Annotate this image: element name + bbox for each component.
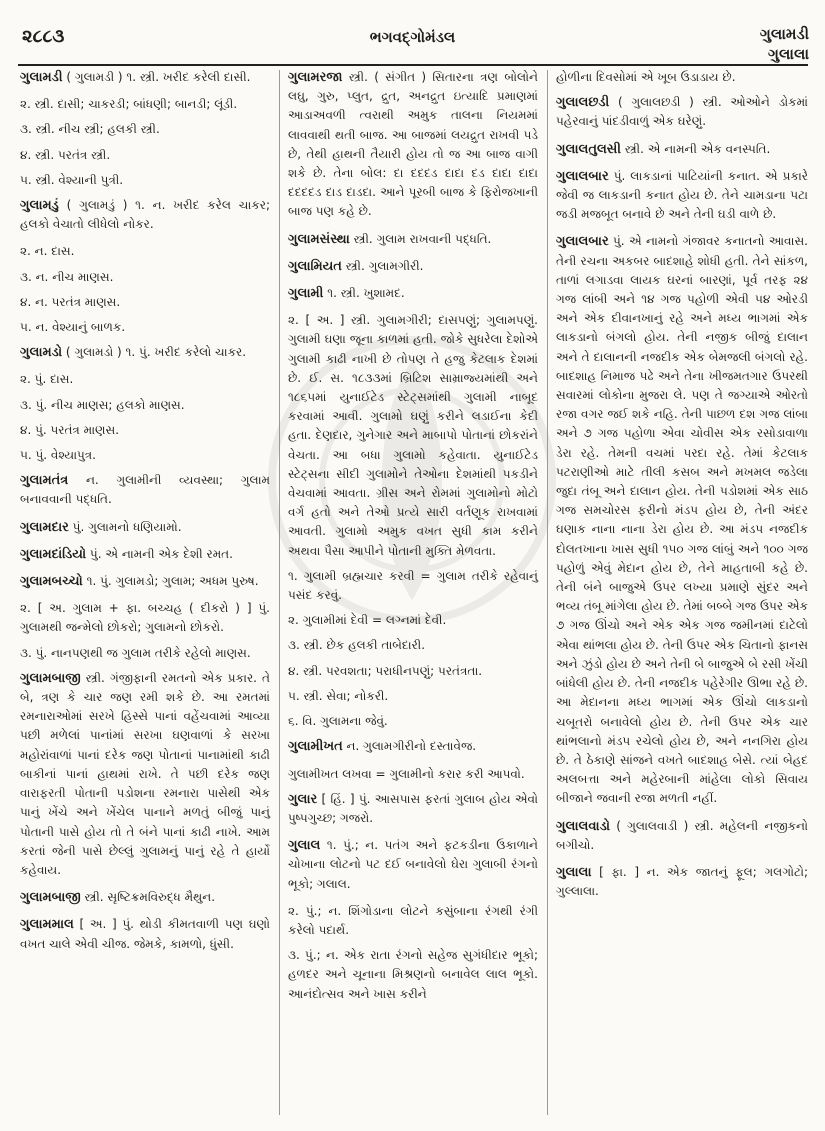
entry-sense xyxy=(288,636,538,655)
entry-sense xyxy=(20,95,270,114)
definition-text: ૪. સ્ત્રી. પરતંત્ર સ્ત્રી. xyxy=(20,147,111,162)
dictionary-entry xyxy=(20,518,270,537)
definition-text: ૧. સ્ત્રી. ખુશામદ. xyxy=(323,286,405,301)
definition-text: ૬. વિ. ગુલામના જેવું. xyxy=(288,714,388,729)
headword: ગુલાલબાર xyxy=(556,234,609,250)
definition-text: ( ગુલાલવાડી ) સ્ત્રી. મહેલની નજીકનો બગીચો. xyxy=(556,818,808,852)
dictionary-entry xyxy=(288,284,538,303)
entry-sense xyxy=(288,687,538,706)
definition-text: પું. એ નામની એક દેશી રમત. xyxy=(86,546,233,561)
headword: ગુલામડો xyxy=(20,345,63,361)
column-3 xyxy=(556,68,808,909)
entry-sense xyxy=(20,446,270,465)
definition-text: [ ફા. ] ન. એક જાતનું ફૂલ; ગલગોટો; ગુલ્લાલા. xyxy=(556,864,808,899)
definition-text: ૨. ન. દાસ. xyxy=(20,244,75,259)
guide-word-last: ગુલાલા xyxy=(768,45,809,63)
definition-text: ૩. પું.; ન. એક રાતા રંગનો સહેજ સુગંધીદાર ભૂકો; હળદર અને ચૂનાના મિશ્રણનો બનાવેલ લાલ ભૂકો. આનંદોત્સવ અને ખાસ કરીને xyxy=(288,948,538,1001)
headword: ગુલામબાજી xyxy=(20,890,81,906)
dictionary-entry xyxy=(20,471,270,509)
column-1 xyxy=(20,68,270,962)
entry-sense xyxy=(20,318,270,337)
dictionary-entry xyxy=(288,836,538,894)
headword: ગુલામીખત xyxy=(288,739,343,755)
definition-text: ૩. સ્ત્રી. નીચ સ્ત્રી; હલકી સ્ત્રી. xyxy=(20,122,160,137)
dictionary-entry xyxy=(20,888,270,907)
definition-text: સ્ત્રી. ગુલામગીરી. xyxy=(341,258,424,273)
definition-text: પું. લાકડાનાં પાટિયાંની કનાત. એ પ્રકારે જેવી જ લાકડાની કનાત હોય છે. તેને ચામડાના પટા જડી મજબૂત બનાવે છે અને તેની ઘડી વાળે છે. xyxy=(556,168,808,222)
definition-text: સ્ત્રી. સૃષ્ટિક્રમવિરુદ્ધ મૈથુન. xyxy=(80,890,216,905)
definition-text: પું. એ નામનો ગંજાવર કનાતનો આવાસ. તેની રચના અકબર બાદશાહે શોધી હતી. તેને સાંકળ, તાળાં લગાડવા લાયક ઘરનાં બારણાં, પૂર્વ તરફ ૨૪ ગજ લાંબી અને ૧૪ ગજ પહોળી એવી ૫૪ ઓરડી અને એક દીવાનખાનું રહે અને મધ્ય ભાગમાં એક લાકડાનો બંગલો હોય. તેની નજીક બીજું દાલાન અને તે દાલાનની નજદીક એક બેમજલી બંગલો રહે. બાદશાહ નિમાજ પઢે અને તેના ખીજમતગાર ઉપરથી સવારમાં લોકોના મુજરા લે. પણ તે જગ્યાએ ઓરતો રજા વગર જઈ શકે નહિ. તેની પાછળ દશ ગજ લાંબા અને ૭ ગજ પહોળા એવા ચોવીસ એક રસોડાવાળા ડેરા રહે. તેમની વચમાં પરદા રહે. તેમાં કેટલાક પટરાણીઓ માટે તીલી કસબ અને મખમલ જડેલા જુદા તંબૂ અને દાલાન હોય. તેની પડોશમાં એક સાઠ ગજ સમચોરસ ફરીનો મંડપ હોય છે, તેની અંદર ઘણાક નાના નાના ડેરા હોય છે. આ મંડપ નજદીક દોલતખાના ખાસ સુધી ૧૫૦ ગજ લાંબું અને ૧૦૦ ગજ પહોળું એવું મેદાન હોય છે, તેને માહતાબી કહે છે. તેની બંને બાજુએ ઉપર લખ્યા પ્રમાણે સુંદર અને ભવ્ય તંબૂ માંગેલા હોય છે. તેમાં બબ્બે ગજ ઉપર એક ૭ ગજ ઊંચો અને એક એક ગજ જમીનમાં દાટેલો એવા થાંભલા હોય છે. તેની ઉપર એક ચિતાનો ફાનસ અને ઝુંડો હોય છે અને તેની બે બાજુએ બે રસી ખેંચી બાંધેલી હોય છે. તેની નજદીક પહેરેગીર ઊભા રહે છે. આ મેદાનના મધ્ય ભાગમાં એક ઊંચો લાકડાનો ચબૂતરો બનાવેલો હોય છે. તેની ઉપર એક ચાર થાંભલાનો મંડપ રચેલો હોય છે, અને નનગિરા હોય છે. તે ઠેકાણે સાંજને વખતે બાદશાહ બેસે. ત્યાં બેહદ અલબત્તા અને મહેરબાની માંહેલા લોકો સિવાય બીજાને જવાની રજા મળતી નહીં. xyxy=(556,234,808,806)
headword: ગુલામી xyxy=(288,286,324,302)
definition-text: સ્ત્રી. ગંજીફાની રમતનો એક પ્રકાર. તે બે, ત્રણ કે ચાર જણ રમી શકે છે. આ રમતમાં રમનારાઓમાં સરખે હિસ્સે પાનાં વહેંચવામાં આવ્યા પછી મળેલાં પાનાંમાં સરખા ઘણવાળાં કે સરખા મહોરાંવાળાં પાનાં દરેક જણ પોતાનાં પાનામાંથી કાઢી બાકીનાં પાનાં હાથમાં રાખે. તે પછી દરેક જણ વારાફરતી પોતાની પડોશના રમનારા પાસેથી એક પાનું ખેંચે અને ખેંચેલ પાનાને મળતું બીજું પાનું પોતાની પાસે હોય તો તે બંને પાનાં કાઢી નાખે. આમ કરતાં જેની પાસે છેલ્લું ગુલામનું પાનું રહે તે હાર્યો કહેવાય. xyxy=(20,670,270,877)
entry-sense xyxy=(20,242,270,261)
headword: ગુલાલ xyxy=(288,838,321,854)
guide-word-first: ગુલામડી xyxy=(759,25,809,43)
entry-sense xyxy=(20,120,270,139)
dictionary-entry xyxy=(288,230,538,249)
dictionary-entry xyxy=(556,863,808,901)
dictionary-entry xyxy=(20,68,270,87)
definition-text: ન. ગુલામગીરીનો દસ્તાવેજ. xyxy=(342,739,477,754)
definition-text: ૩. પું. નાનપણથી જ ગુલામ તરીકે રહેલો માણસ. xyxy=(20,645,251,660)
entry-sense xyxy=(288,311,538,561)
entry-sense xyxy=(20,396,270,415)
entry-sense xyxy=(556,68,808,87)
entry-sense xyxy=(288,567,538,605)
headword: ગુલામિયત xyxy=(288,258,342,274)
entry-sense xyxy=(20,268,270,287)
dictionary-entry xyxy=(20,915,270,953)
column-divider xyxy=(279,70,280,1115)
dictionary-entry xyxy=(20,545,270,564)
definition-text: ૧. પું. ગુલામડો; ગુલામ; અધમ પુરુષ. xyxy=(82,574,259,589)
entry-sense xyxy=(288,611,538,630)
entry-sense xyxy=(20,644,270,663)
dictionary-entry xyxy=(556,232,808,808)
definition-text: ૨. પું. દાસ. xyxy=(20,372,74,387)
dictionary-entry xyxy=(20,196,270,234)
column-2 xyxy=(288,68,538,1010)
definition-text: ૩. પું. નીચ માણસ; હલકો માણસ. xyxy=(20,397,185,412)
entry-sense xyxy=(288,765,538,784)
definition-text: ૨. પું.; ન. શિંગોડાના લોટને કસુંબાના રંગથી રંગી કરેલો પદાર્થ. xyxy=(288,903,538,937)
entry-sense xyxy=(288,662,538,681)
headword: ગુલાલવાડો xyxy=(556,818,611,834)
definition-text: ૩. ન. નીચ માણસ. xyxy=(20,269,114,284)
definition-text: ૪. સ્ત્રી. પરવશતા; પરાધીનપણું; પરતંત્રતા. xyxy=(288,663,483,678)
headword: ગુલામમાલ xyxy=(20,917,74,933)
dictionary-entry xyxy=(288,790,538,828)
headword: ગુલાલતુલસી xyxy=(556,141,622,157)
definition-text: ૫. સ્ત્રી. વેશ્યાની પુત્રી. xyxy=(20,172,124,187)
definition-text: ૨. [ અ. ગુલામ + ફા. બચ્ચહ ( દીકરો ) ] પું. ગુલામથી જન્મેલો છોકરો; ગુલામનો છોકરો. xyxy=(20,601,270,635)
dictionary-entry xyxy=(288,68,538,222)
definition-text: ( ગુલામડો ) ૧. પું. ખરીદ કરેલો ચાકર. xyxy=(62,345,247,360)
definition-text: ૧. ગુલામી બ્રહ્મચાર કરવી = ગુલામ તરીકે રહેવાનું પસંદ કરવું. xyxy=(288,568,538,603)
definition-text: સ્ત્રી. એ નામની એક વનસ્પતિ. xyxy=(621,141,771,156)
dictionary-entry xyxy=(556,140,808,159)
definition-text: ૫. ન. વેશ્યાનું બાળક. xyxy=(20,320,126,335)
headword: ગુલામડી xyxy=(20,70,63,85)
definition-text: ૫. સ્ત્રી. સેવા; નોકરી. xyxy=(288,688,389,703)
headword: ગુલામદાર xyxy=(20,519,69,535)
headword: ગુલાલછડી xyxy=(556,95,610,111)
entry-sense xyxy=(20,146,270,165)
guide-words xyxy=(760,24,809,64)
definition-text: સ્ત્રી. ( સંગીત ) સિતારના ત્રણ બોલોને લઘુ, ગુરુ, પ્લુત, દ્રુત, અનદ્રુત ઇત્યાદિ પ્રમાણમાં આડાઅવળી ત્વરાથી અમુક તાલના નિયમમાં લાવવાથી થતી બાજ. આ બાજમાં લયદ્રુત રાખવી પડે છે, તેથી હાથની તૈયારી હોય તો જ આ બાજ વાગી શકે છે. તેના બોલ: દા દદદડ દાદા દડ દાદા દાદા દદદદડ દાડ દાડદા. આને પૂરબી બાજ કે ફિરોજખાની બાજ પણ કહે છે. xyxy=(288,70,538,219)
headword: ગુલામડું xyxy=(20,198,59,214)
headword: ગુલામબચ્ચો xyxy=(20,574,83,590)
headword: ગુલાલા xyxy=(556,864,592,880)
headword: ગુલામબાજી xyxy=(20,670,81,686)
definition-text: ૨. સ્ત્રી. દાસી; ચાકરડી; બાંધણી; બાનડી; લૂંડી. xyxy=(20,97,238,112)
running-title: ભગવદ્ગોમંડલ xyxy=(369,28,456,46)
headword: ગુલામરજા xyxy=(288,70,343,85)
headword: ગુલાર xyxy=(288,791,318,807)
dictionary-entry xyxy=(556,817,808,855)
definition-text: ૫. પું. વેશ્યાપુત્ર. xyxy=(20,448,97,463)
entry-sense xyxy=(20,293,270,312)
definition-text: સ્ત્રી. ગુલામ રાખવાની પદ્ધતિ. xyxy=(349,231,492,246)
dictionary-entry xyxy=(288,257,538,276)
definition-text: પું. ગુલામનો ધણિયામો. xyxy=(68,519,182,534)
entry-sense xyxy=(20,599,270,637)
definition-text: ( ગુલાલછડી ) સ્ત્રી. ઓઓને ડોકમાં પહેરવાનું પાંદડીવાળું એક ઘરેણું. xyxy=(556,95,808,129)
entry-sense xyxy=(20,421,270,440)
definition-text: [ અ. ] પું. થોડી કીમતવાળી પણ ઘણો વખત ચાલે એવી ચીજ. જેમકે, કામળો, ધુંસી. xyxy=(20,917,270,951)
definition-text: ૪. પું. પરતંત્ર માણસ. xyxy=(20,422,120,437)
entry-sense xyxy=(20,171,270,190)
dictionary-entry xyxy=(20,572,270,591)
dictionary-entry xyxy=(20,343,270,362)
definition-text: ( ગુલામડી ) ૧. સ્ત્રી. ખરીદ કરેલી દાસી. xyxy=(62,70,251,84)
headword: ગુલામસંસ્થા xyxy=(288,231,350,247)
headword: ગુલામતંત્ર xyxy=(20,473,69,489)
entry-sense xyxy=(288,712,538,731)
column-divider xyxy=(547,70,548,1115)
headword: ગુલામદાંડિયો xyxy=(20,546,87,562)
dictionary-entry xyxy=(288,737,538,756)
page-number: ૨૮૮૩ xyxy=(22,26,65,47)
definition-text: ૨. ગુલામીમાં દેવી = લગ્નમાં દેવી. xyxy=(288,613,447,628)
definition-text: ગુલામીખત લખવા = ગુલામીનો કરાર કરી આપવો. xyxy=(288,766,525,781)
definition-text: હોળીના દિવસોમાં એ ખૂબ ઉડાડાય છે. xyxy=(556,70,736,84)
definition-text: ૧. પું.; ન. પતંગ અને ફટકડીના ઉકાળાને ચોખાના લોટનો પટ દઈ બનાવેલો ઘેરા ગુલાબી રંગનો ભૂકો; ગલાલ. xyxy=(288,838,538,891)
definition-text: ૨. [ અ. ] સ્ત્રી. ગુલામગીરી; દાસપણું; ગુલામપણું. ગુલામી ઘણા જૂના કાળમાં હતી. જોકે સુધરેલા દેશોએ ગુલામી કાઢી નાખી છે તોપણ તે હજુ કેટલાક દેશમાં છે. ઈ. સ. ૧૮૩૩માં બ્રિટિશ સામ્રાજ્યમાંથી અને ૧૮૬૫માં યુનાઈટેડ સ્ટેટ્સમાંથી ગુલામી નાબૂદ કરવામાં આવી. ગુલામો ઘણું કરીને લડાઈના કેદી હતા. દેણદાર, ગુનેગાર અને માબાપો પોતાનાં છોકરાંને વેચતા. આ બધા ગુલામો કહેવાતા. યુનાઈટેડ સ્ટેટ્સના સીદી ગુલામોને તેઓના દેશમાંથી પકડીને વેચવામાં આવતા. ગ્રીસ અને રોમમાં ગુલામોનો મોટો વર્ગ હતો અને તેઓ પ્રત્યે સારી વર્તણૂક રાખવામાં આવતી. ગુલામો અમુક વખત સુધી કામ કરીને અથવા પૈસા આપીને પોતાની મુક્તિ મેળવતા. xyxy=(288,313,538,558)
dictionary-entry xyxy=(20,669,270,880)
header-rule xyxy=(18,64,808,66)
dictionary-entry xyxy=(556,93,808,131)
definition-text: ન. ગુલામીની વ્યવસ્થા; ગુલામ બનાવવાની પદ્ધતિ. xyxy=(20,473,270,507)
page-header xyxy=(0,0,825,63)
definition-text: [ હિં. ] પું. આસપાસ ફરતાં ગુલાબ હોય એવો પુષ્પગુચ્છ; ગજરો. xyxy=(288,791,538,825)
entry-sense xyxy=(288,902,538,940)
dictionary-entry xyxy=(556,167,808,225)
definition-text: ૩. સ્ત્રી. છેક હલકી તાબેદારી. xyxy=(288,638,426,653)
entry-sense xyxy=(288,946,538,1004)
definition-text: ૪. ન. પરતંત્ર માણસ. xyxy=(20,294,121,309)
definition-text: ( ગુલામડું ) ૧. ન. ખરીદ કરેલ ચાકર; હલકો વેચાતો લીધેલો નોકર. xyxy=(20,198,270,232)
entry-sense xyxy=(20,370,270,389)
headword: ગુલાલબાર xyxy=(556,168,609,184)
